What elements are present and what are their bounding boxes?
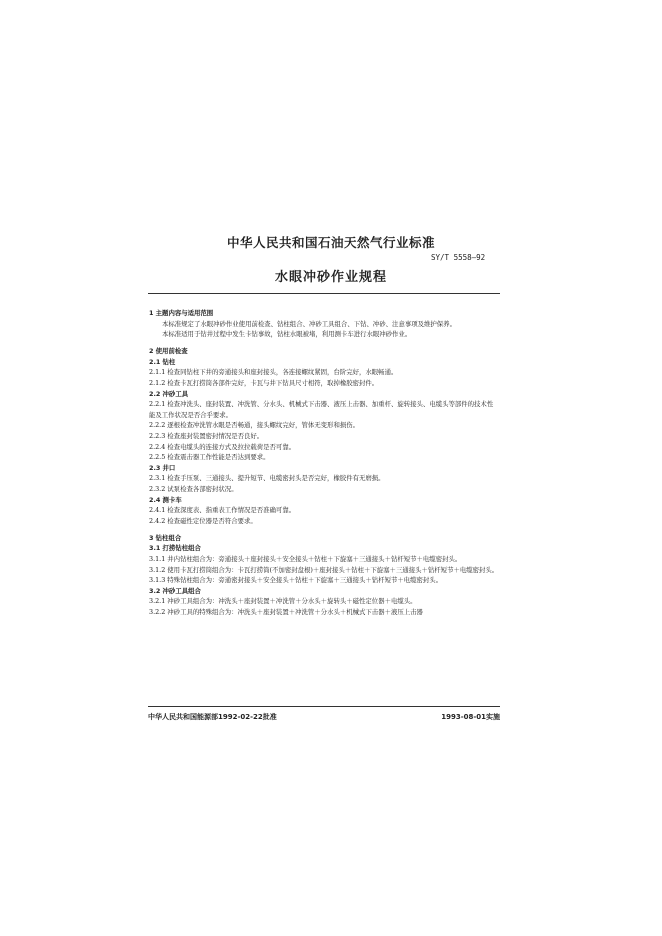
clause-text: 3.2.1 冲砂工具组合为：冲洗头＋座封装置＋冲洗管＋分水头＋旋转头＋磁性定位器＋电缆头。 [149,597,417,606]
effective-date: 1993-08-01实施 [441,713,500,721]
document-title: 水眼冲砂作业规程 [274,270,387,285]
clause-text: 2.2.5 检查震击器工作性能是否达到要求。 [149,453,270,462]
clause-text: 2.2.4 检查电缆头的连接方式及拉拉载荷是否可靠。 [149,442,296,451]
body-content [149,308,499,618]
clause-text: 本标准适用于钻井过程中发生卡钻事故，钻柱水眼被堵，利用测卡车进行水眼冲砂作业。 [162,330,412,339]
subsection-heading: 3.1 打捞钻柱组合 [149,544,201,553]
approval-line: 中华人民共和国能源部1992-02-22批准 [148,713,277,721]
clause-text: 2.1.1 检查同钻柱下井的旁通接头和座封接头，各连接螺纹紧固，台阶完好，水眼畅通。 [149,368,398,377]
clause-text: 2.4.2 检查磁性定位器是否符合要求。 [149,516,257,525]
clause-text: 2.2.3 检查座封装置密封情况是否良好。 [149,432,264,441]
section-heading: 3 钻柱组合 [149,533,182,542]
clause-text: 2.4.1 检查深度表、指重表工作情况是否准确可靠。 [149,506,296,515]
clause-text: 3.2.2 冲砂工具的特殊组合为：冲洗头＋座封装置＋冲洗管＋分水头＋机械式下击器＋液压上击器 [149,608,423,617]
section-heading: 1 主题内容与适用范围 [149,309,214,317]
bottom-rule [148,706,500,707]
top-rule [148,293,500,294]
section-heading: 2 使用前检查 [149,347,188,356]
subsection-heading: 2.1 钻柱 [149,357,176,366]
clause-text: 2.3.2 试泵检查各部密封状况。 [149,485,238,493]
clause-text: 2.2.1 检查冲洗头、座封装置、冲洗管、分水头、机械式下击器、液压上击器、加重杆、旋转接头、电缆头等部件的技术性能及工作状况是否合乎要求。 [149,400,494,419]
subsection-heading: 2.3 井口 [149,463,176,472]
subsection-heading: 2.2 冲砂工具 [149,389,189,398]
clause-text: 2.2.2 逐根检查冲洗管水眼是否畅通，接头螺纹完好，管体无变形和损伤。 [149,421,360,430]
subsection-heading: 2.4 测卡车 [149,495,182,504]
clause-text: 2.3.1 检查手压泵、三通接头、提升短节、电缆密封头是否完好，橡胶件有无磨损。 [149,474,385,483]
clause-text: 3.1.3 特殊钻柱组合为：旁通密封接头＋安全接头＋钻柱＋下旋塞＋三通接头＋钻杆短节＋电缆密封头。 [149,576,443,585]
clause-text: 2.1.2 检查卡瓦打捞筒各部件完好，卡瓦与井下钻具尺寸相符，取掉橡胶密封件。 [149,379,379,388]
standard-number: SY/T 5558—92 [431,253,486,262]
clause-text: 3.1.2 使用卡瓦打捞筒组合为：卡瓦打捞筒(不加密封盘根)＋座封接头＋钻柱＋下旋塞＋三通接头＋钻杆短节＋电缆密封头。 [149,565,499,574]
clause-text: 本标准规定了水眼冲砂作业使用前检查、钻柱组合、冲砂工具组合、下钻、冲砂、注意事项及维护保养。 [162,319,456,328]
clause-text: 3.1.1 井内钻柱组合为：旁通接头＋座封接头＋安全接头＋钻柱＋下旋塞＋三通接头＋钻杆短节＋电缆密封头。 [149,555,462,564]
standard-category-title: 中华人民共和国石油天然气行业标准 [226,235,435,250]
subsection-heading: 3.2 冲砂工具组合 [149,586,201,595]
